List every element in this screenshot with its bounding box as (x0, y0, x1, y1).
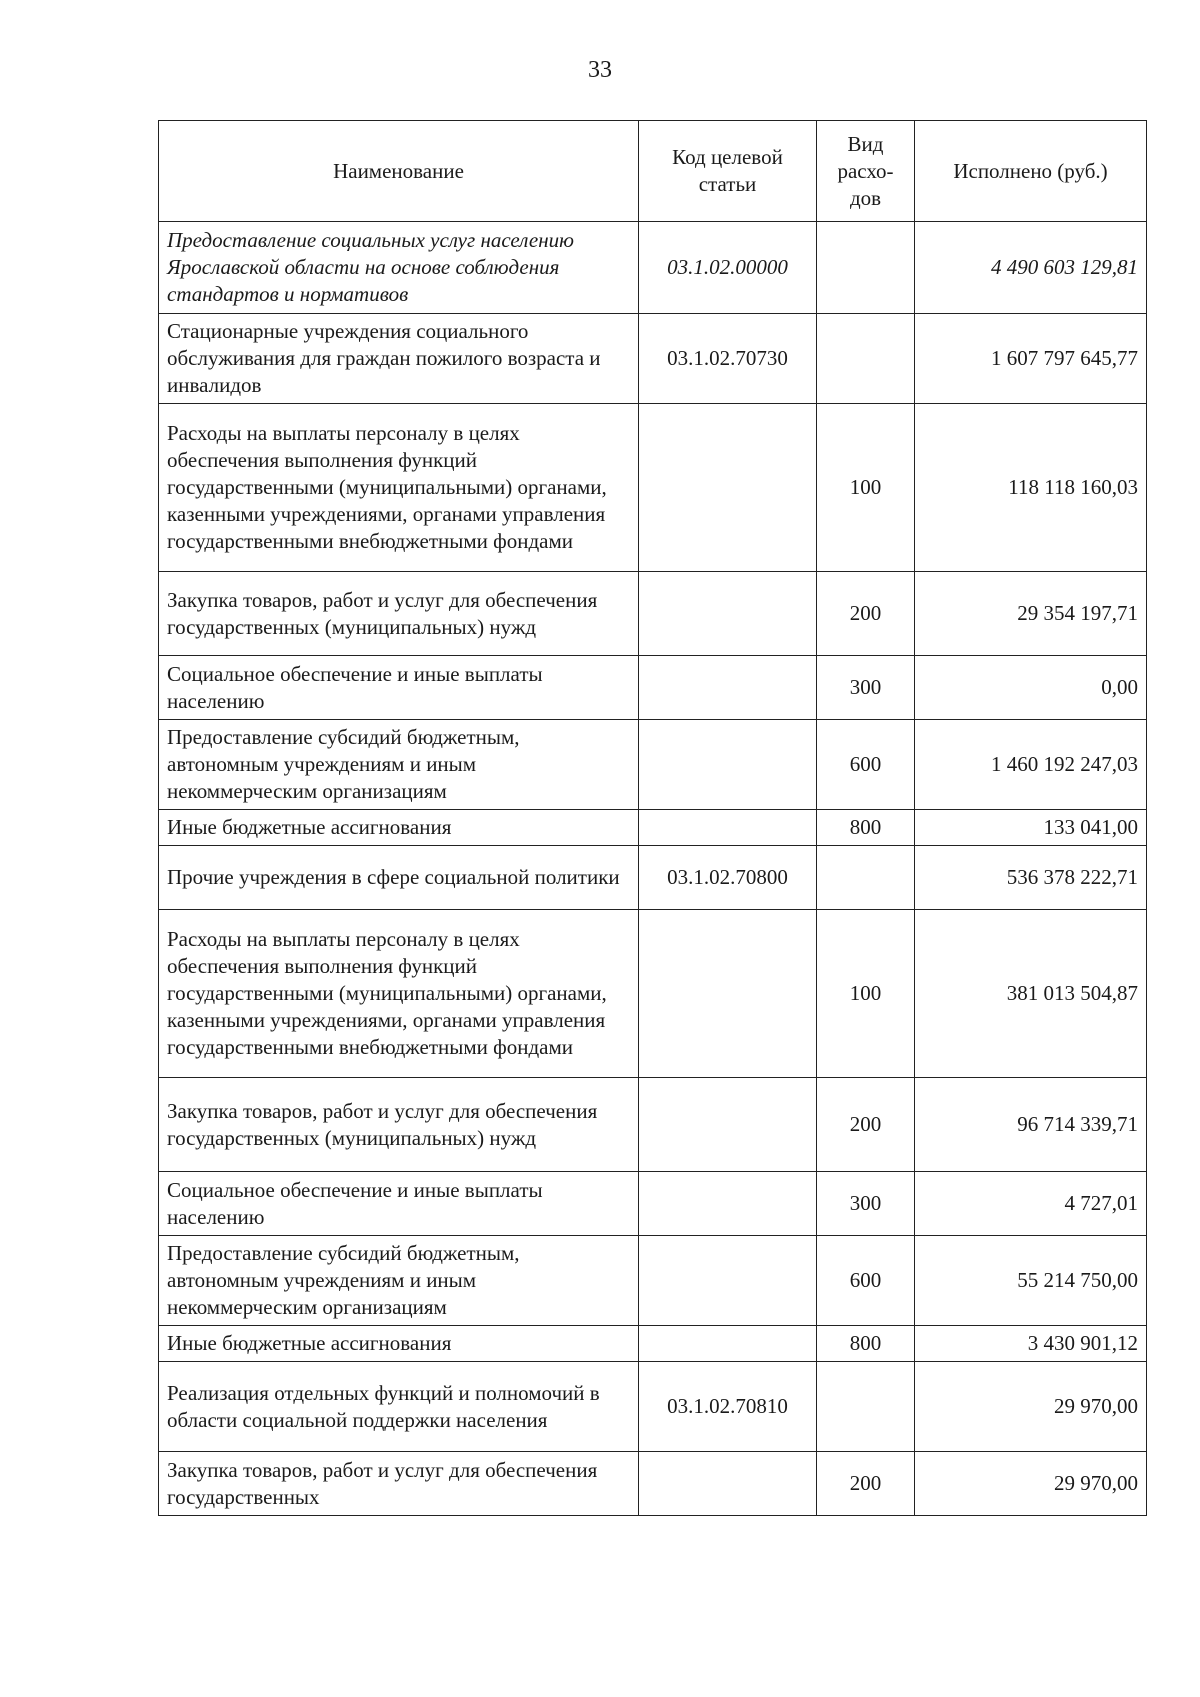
row-name-cell: Предоставление социальных услуг населению Ярославской области на основе соблюдения стандартов и нормативов (159, 222, 639, 314)
table-row (159, 1236, 1147, 1326)
row-type-cell: 600 (817, 720, 915, 810)
table-row (159, 1172, 1147, 1236)
row-name-cell: Закупка товаров, работ и услуг для обеспечения государственных (159, 1452, 639, 1516)
row-code-cell (639, 1452, 817, 1516)
header-name: Наименование (159, 121, 639, 222)
row-amount-cell: 536 378 222,71 (915, 846, 1147, 910)
row-amount-cell: 0,00 (915, 656, 1147, 720)
row-name-cell: Социальное обеспечение и иные выплаты населению (159, 656, 639, 720)
header-code: Код целевой статьи (639, 121, 817, 222)
row-amount-cell: 1 460 192 247,03 (915, 720, 1147, 810)
row-type-cell (817, 314, 915, 404)
row-name-cell: Расходы на выплаты персоналу в целях обеспечения выполнения функций государственными (муниципальными) органами, казенными учреждениями, органами управления государственными внебюджетными фондами (159, 910, 639, 1078)
row-code-cell (639, 910, 817, 1078)
row-code-cell (639, 1172, 817, 1236)
row-name-cell: Иные бюджетные ассигнования (159, 810, 639, 846)
row-code-cell: 03.1.02.70810 (639, 1362, 817, 1452)
row-code-cell: 03.1.02.00000 (639, 222, 817, 314)
row-amount-cell: 4 490 603 129,81 (915, 222, 1147, 314)
row-amount-cell: 29 354 197,71 (915, 572, 1147, 656)
table-row (159, 720, 1147, 810)
expenditure-table (158, 120, 1147, 1516)
row-code-cell (639, 1236, 817, 1326)
row-code-cell (639, 1078, 817, 1172)
row-amount-cell: 96 714 339,71 (915, 1078, 1147, 1172)
row-code-cell: 03.1.02.70730 (639, 314, 817, 404)
row-type-cell: 800 (817, 810, 915, 846)
row-name-cell: Иные бюджетные ассигнования (159, 1326, 639, 1362)
row-type-cell: 200 (817, 1078, 915, 1172)
row-type-cell: 200 (817, 1452, 915, 1516)
table-row (159, 1362, 1147, 1452)
table-row (159, 314, 1147, 404)
row-amount-cell: 1 607 797 645,77 (915, 314, 1147, 404)
table-row (159, 404, 1147, 572)
table-row (159, 810, 1147, 846)
row-type-cell (817, 846, 915, 910)
row-code-cell (639, 656, 817, 720)
row-amount-cell: 4 727,01 (915, 1172, 1147, 1236)
row-type-cell: 300 (817, 656, 915, 720)
row-code-cell (639, 720, 817, 810)
row-type-cell: 600 (817, 1236, 915, 1326)
row-name-cell: Закупка товаров, работ и услуг для обеспечения государственных (муниципальных) нужд (159, 572, 639, 656)
page-number: 33 (588, 57, 612, 83)
row-amount-cell: 3 430 901,12 (915, 1326, 1147, 1362)
table-row (159, 656, 1147, 720)
row-type-cell: 200 (817, 572, 915, 656)
row-name-cell: Закупка товаров, работ и услуг для обеспечения государственных (муниципальных) нужд (159, 1078, 639, 1172)
row-type-cell: 300 (817, 1172, 915, 1236)
row-code-cell (639, 810, 817, 846)
row-name-cell: Стационарные учреждения социального обслуживания для граждан пожилого возраста и инвалидов (159, 314, 639, 404)
table-row (159, 1452, 1147, 1516)
row-amount-cell: 29 970,00 (915, 1362, 1147, 1452)
row-name-cell: Предоставление субсидий бюджетным, автономным учреждениям и иным некоммерческим организациям (159, 1236, 639, 1326)
header-amount: Исполнено (руб.) (915, 121, 1147, 222)
row-name-cell: Предоставление субсидий бюджетным, автономным учреждениям и иным некоммерческим организациям (159, 720, 639, 810)
row-code-cell (639, 572, 817, 656)
row-name-cell: Социальное обеспечение и иные выплаты населению (159, 1172, 639, 1236)
row-amount-cell: 118 118 160,03 (915, 404, 1147, 572)
table-body (159, 222, 1147, 1516)
row-type-cell (817, 222, 915, 314)
row-type-cell: 100 (817, 910, 915, 1078)
row-type-cell: 800 (817, 1326, 915, 1362)
row-name-cell: Реализация отдельных функций и полномочий в области социальной поддержки населения (159, 1362, 639, 1452)
row-name-cell: Расходы на выплаты персоналу в целях обеспечения выполнения функций государственными (муниципальными) органами, казенными учреждениями, органами управления государственными внебюджетными фондами (159, 404, 639, 572)
row-type-cell: 100 (817, 404, 915, 572)
row-amount-cell: 29 970,00 (915, 1452, 1147, 1516)
table-row (159, 1078, 1147, 1172)
row-name-cell: Прочие учреждения в сфере социальной политики (159, 846, 639, 910)
row-amount-cell: 55 214 750,00 (915, 1236, 1147, 1326)
header-type: Вид расхо-дов (817, 121, 915, 222)
table-row (159, 846, 1147, 910)
table-row (159, 572, 1147, 656)
table-row (159, 910, 1147, 1078)
row-code-cell: 03.1.02.70800 (639, 846, 817, 910)
row-code-cell (639, 1326, 817, 1362)
row-amount-cell: 381 013 504,87 (915, 910, 1147, 1078)
row-code-cell (639, 404, 817, 572)
row-type-cell (817, 1362, 915, 1452)
row-amount-cell: 133 041,00 (915, 810, 1147, 846)
table-row (159, 222, 1147, 314)
table-header-row (159, 121, 1147, 222)
table-row (159, 1326, 1147, 1362)
